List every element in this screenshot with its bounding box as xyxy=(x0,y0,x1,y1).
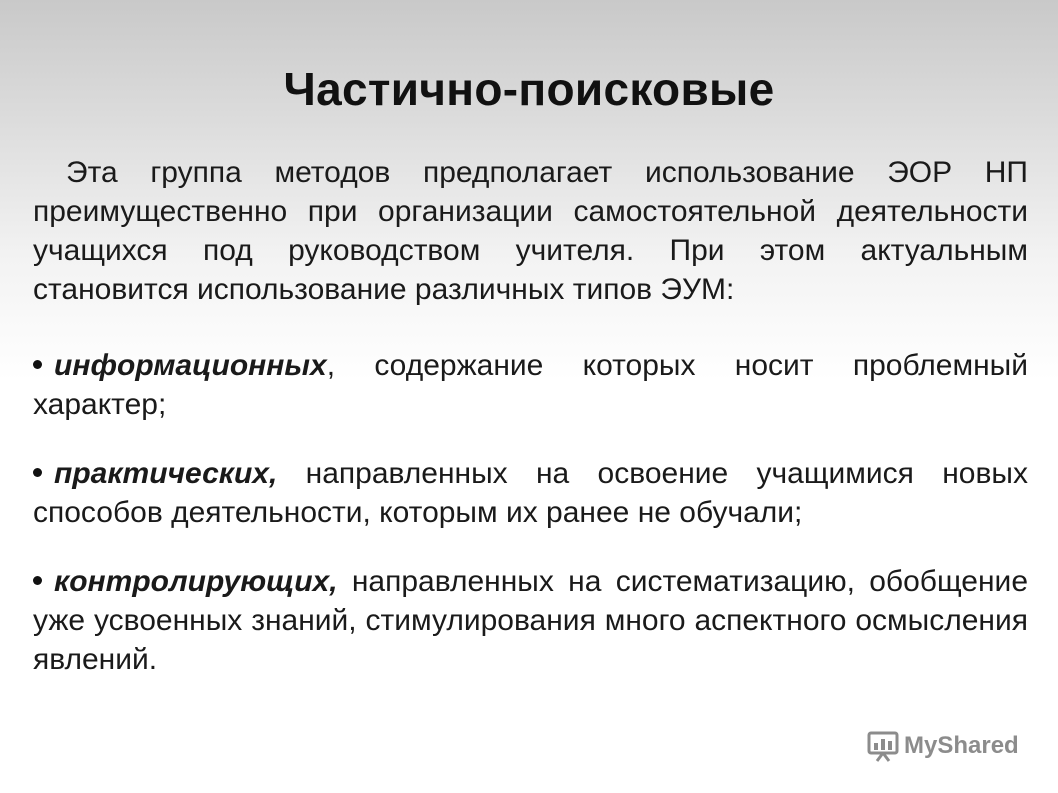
bullet-dot-icon xyxy=(33,576,42,585)
bullet-item xyxy=(33,562,1028,679)
bullet-text: направленных на освоение учащимися новых способов деятельности, которым их ранее не обучали; xyxy=(33,457,1028,529)
bullet-text: направленных на систематизацию, обобщение уже усвоенных знаний, стимулирования много аспектного осмысления явлений. xyxy=(33,565,1028,676)
watermark-text: MyShared xyxy=(904,732,1019,759)
bullet-item xyxy=(33,454,1028,532)
bullet-item xyxy=(33,346,1028,424)
slide-body xyxy=(33,153,1028,679)
bullet-text: , содержание которых носит проблемный характер; xyxy=(33,349,1028,421)
bullet-term: информационных xyxy=(54,349,327,382)
bullet-term: контролирующих, xyxy=(54,565,338,598)
presentation-board-icon xyxy=(866,729,900,763)
bullet-term: практических, xyxy=(54,457,278,490)
intro-paragraph: Эта группа методов предполагает использование ЭОР НП преимущественно при организации самостоятельной деятельности учащихся под руководством учителя. При этом актуальным становится использование различных типов ЭУМ: xyxy=(33,156,1028,306)
bullet-dot-icon xyxy=(33,360,42,369)
watermark-logo xyxy=(866,729,1019,763)
slide-title: Частично-поисковые xyxy=(283,63,775,115)
bullet-dot-icon xyxy=(33,468,42,477)
